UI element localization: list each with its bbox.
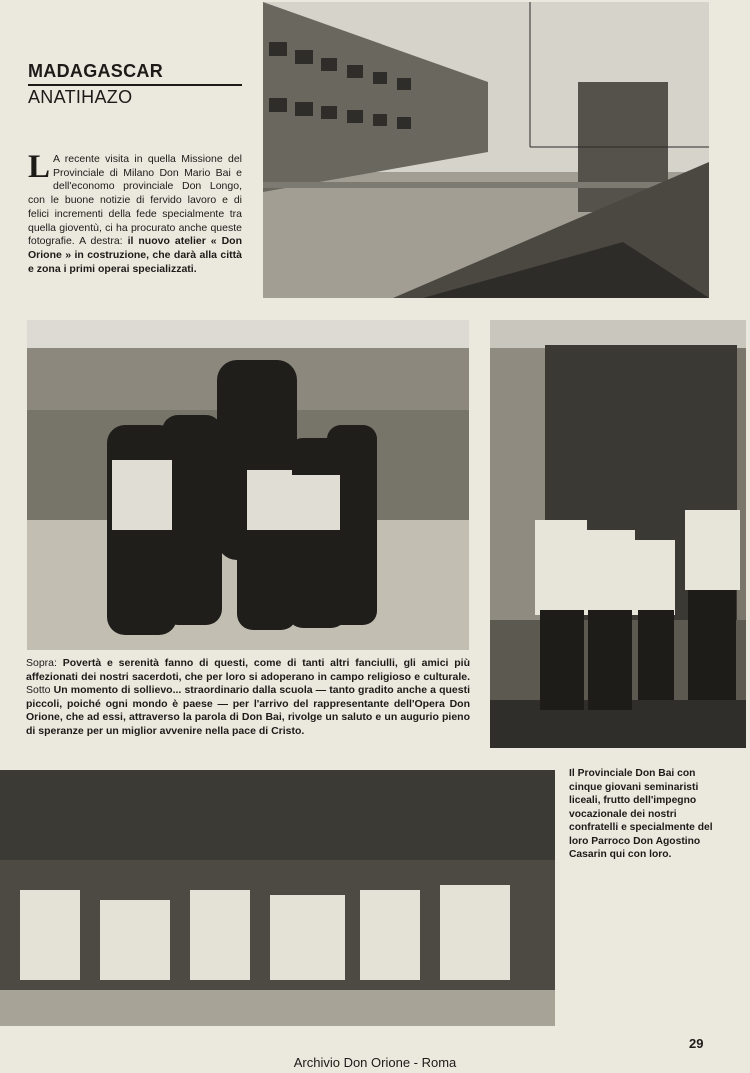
drop-cap: L: [28, 149, 51, 185]
caption-below-text: Un momento di sollievo... straordinario dalla scuola — tanto gradito anche a questi piccoli, poiché ogni mondo è paese — per l'arrivo del rappresentante dell'Opera Don Orione, che ad essi, attraverso la parola di Don Bai, rivolge un saluto e un augurio pieno di speranze per un miglior avvenire nella pace di Cristo.: [26, 684, 470, 737]
title-divider: [28, 84, 242, 86]
photo-schoolchildren-crowd: [0, 770, 555, 1026]
section-title: MADAGASCAR: [28, 61, 163, 81]
caption-label-below: Sotto: [26, 684, 51, 697]
caption-seminarians: Il Provinciale Don Bai con cinque giovani seminaristi liceali, frutto dell'impegno vocazionale dei nostri confratelli e specialmente del loro Parroco Don Agostino Casarin qui con loro.: [569, 768, 713, 860]
section-subtitle: ANATIHAZO: [28, 87, 133, 107]
intro-bold-text: il nuovo atelier « Don Orione » in costruzione, che darà alla città e zona i primi operai specializzati.: [28, 235, 242, 275]
photo-children-yard: [27, 320, 469, 650]
photo-seminarians-doorway: [490, 320, 746, 748]
page-number: 29: [689, 1036, 704, 1051]
caption-children-photos: [26, 657, 470, 739]
photo-construction-site: [263, 2, 709, 298]
intro-paragraph: [28, 149, 242, 276]
caption-above-text: Povertà e serenità fanno di questi, come di tanti altri fanciulli, gli amici più affezionati dei nostri sacerdoti, che per loro si adoperano in campo religioso e culturale.: [26, 657, 470, 683]
archive-footer: Archivio Don Orione - Roma: [293, 1055, 457, 1070]
intro-text: A recente visita in quella Missione del Provinciale di Milano Don Mario Bai e dell'economo provinciale Don Longo, con le buone notizie di fervido lavoro e di felici incrementi della fede specialmente tra quella gioventù, ci ha procurato anche queste fotografie. A destra:: [28, 153, 242, 248]
caption-label-above: Sopra:: [26, 657, 57, 669]
